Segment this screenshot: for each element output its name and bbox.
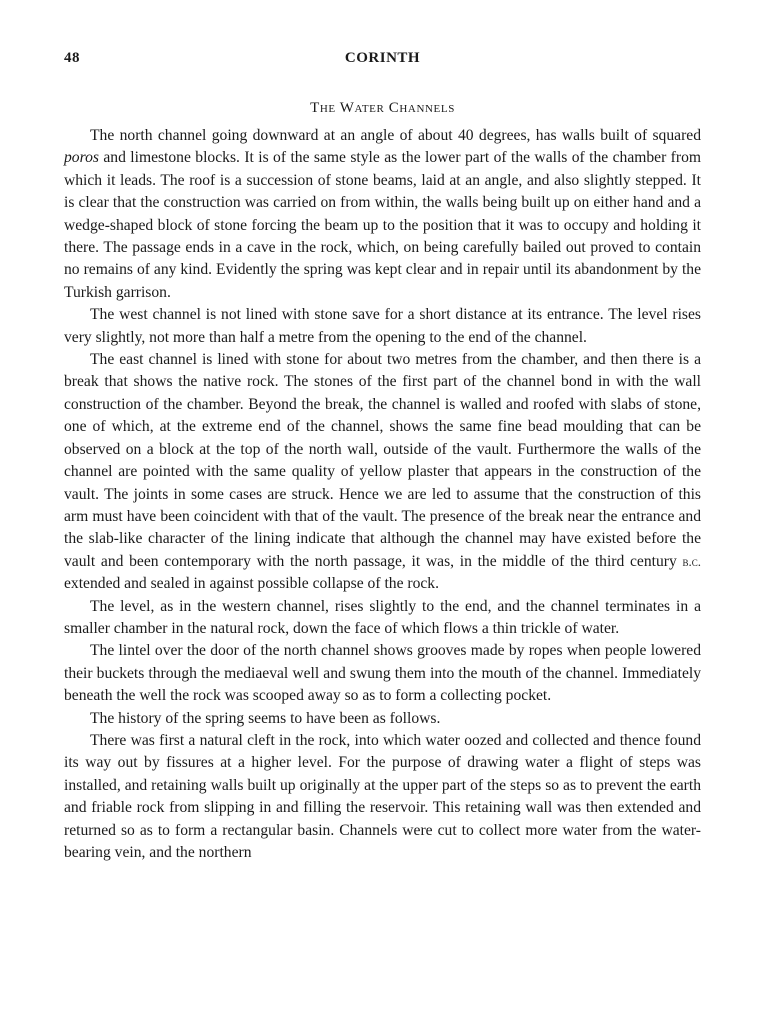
paragraph-west-channel: The west channel is not lined with stone save for a short distance at its entrance. The level rises very slightly, not more than half a metre from the opening to the end of the channel. <box>64 306 701 346</box>
running-title: CORINTH <box>344 50 421 66</box>
paragraph-level: The level, as in the western channel, rises slightly to the end, and the channel terminates in a smaller chamber in the natural rock, down the face of which flows a thin trickle of water. <box>64 597 701 637</box>
page-number: 48 <box>64 50 80 66</box>
paragraph-history-intro: The history of the spring seems to have been as follows. <box>90 709 441 727</box>
running-header <box>64 50 701 72</box>
document-page <box>64 50 701 864</box>
section-heading: The Water Channels <box>310 100 455 116</box>
paragraph-history: There was first a natural cleft in the rock, into which water oozed and collected and thence found its way out by fissures at a higher level. For the purpose of drawing water a flight of steps was installed, and retaining walls built up originally at the upper part of the steps so as to prevent the earth and friable rock from slipping in and filling the reservoir. This retaining wall was then extended and returned so as to form a rectangular basin. Channels were cut to collect more water from the water-bearing vein, and the northern <box>64 731 701 861</box>
italic-term: poros <box>64 149 99 167</box>
body-text <box>64 125 701 864</box>
paragraph-east-channel: The east channel is lined with stone for about two metres from the chamber, and then there is a break that shows the native rock. The stones of the first part of the channel bond in with the wall construction of the chamber. Beyond the break, the channel is walled and roofed with slabs of stone, one of which, at the extreme end of the channel, shows the same fine bead moulding that can be observed on a block at the top of the north wall, outside of the vault. Furthermore the walls of the channel are pointed with the same quality of yellow plaster that appears in the construction of the vault. The joints in some cases are struck. Hence we are led to assume that the construction of this arm must have been coincident with that of the vault. The presence of the break near the entrance and the slab-like character of the lining indicate that although the channel may have existed before the vault and been contemporary with the north passage, it was, in the middle of the third century b.c. extended and sealed in against possible collapse of the rock. <box>64 351 701 593</box>
era-abbreviation: b.c. <box>682 553 701 569</box>
paragraph-north-channel: The north channel going downward at an angle of about 40 degrees, has walls built of squared poros and limestone blocks. It is of the same style as the lower part of the walls of the chamber from which it leads. The roof is a succession of stone beams, laid at an angle, and also slightly stepped. It is clear that the construction was carried on from within, the walls being built up on either hand and a wedge-shaped block of stone forcing the beam up to the position that it was to occupy and holding it there. The passage ends in a cave in the rock, which, on being carefully bailed out proved to contain no remains of any kind. Evidently the spring was kept clear and in repair until its abandonment by the Turkish garrison. <box>64 127 701 301</box>
paragraph-lintel: The lintel over the door of the north channel shows grooves made by ropes when people lowered their buckets through the mediaeval well and swung them into the mouth of the channel. Immediately beneath the well the rock was scooped away so as to form a collecting pocket. <box>64 642 701 705</box>
